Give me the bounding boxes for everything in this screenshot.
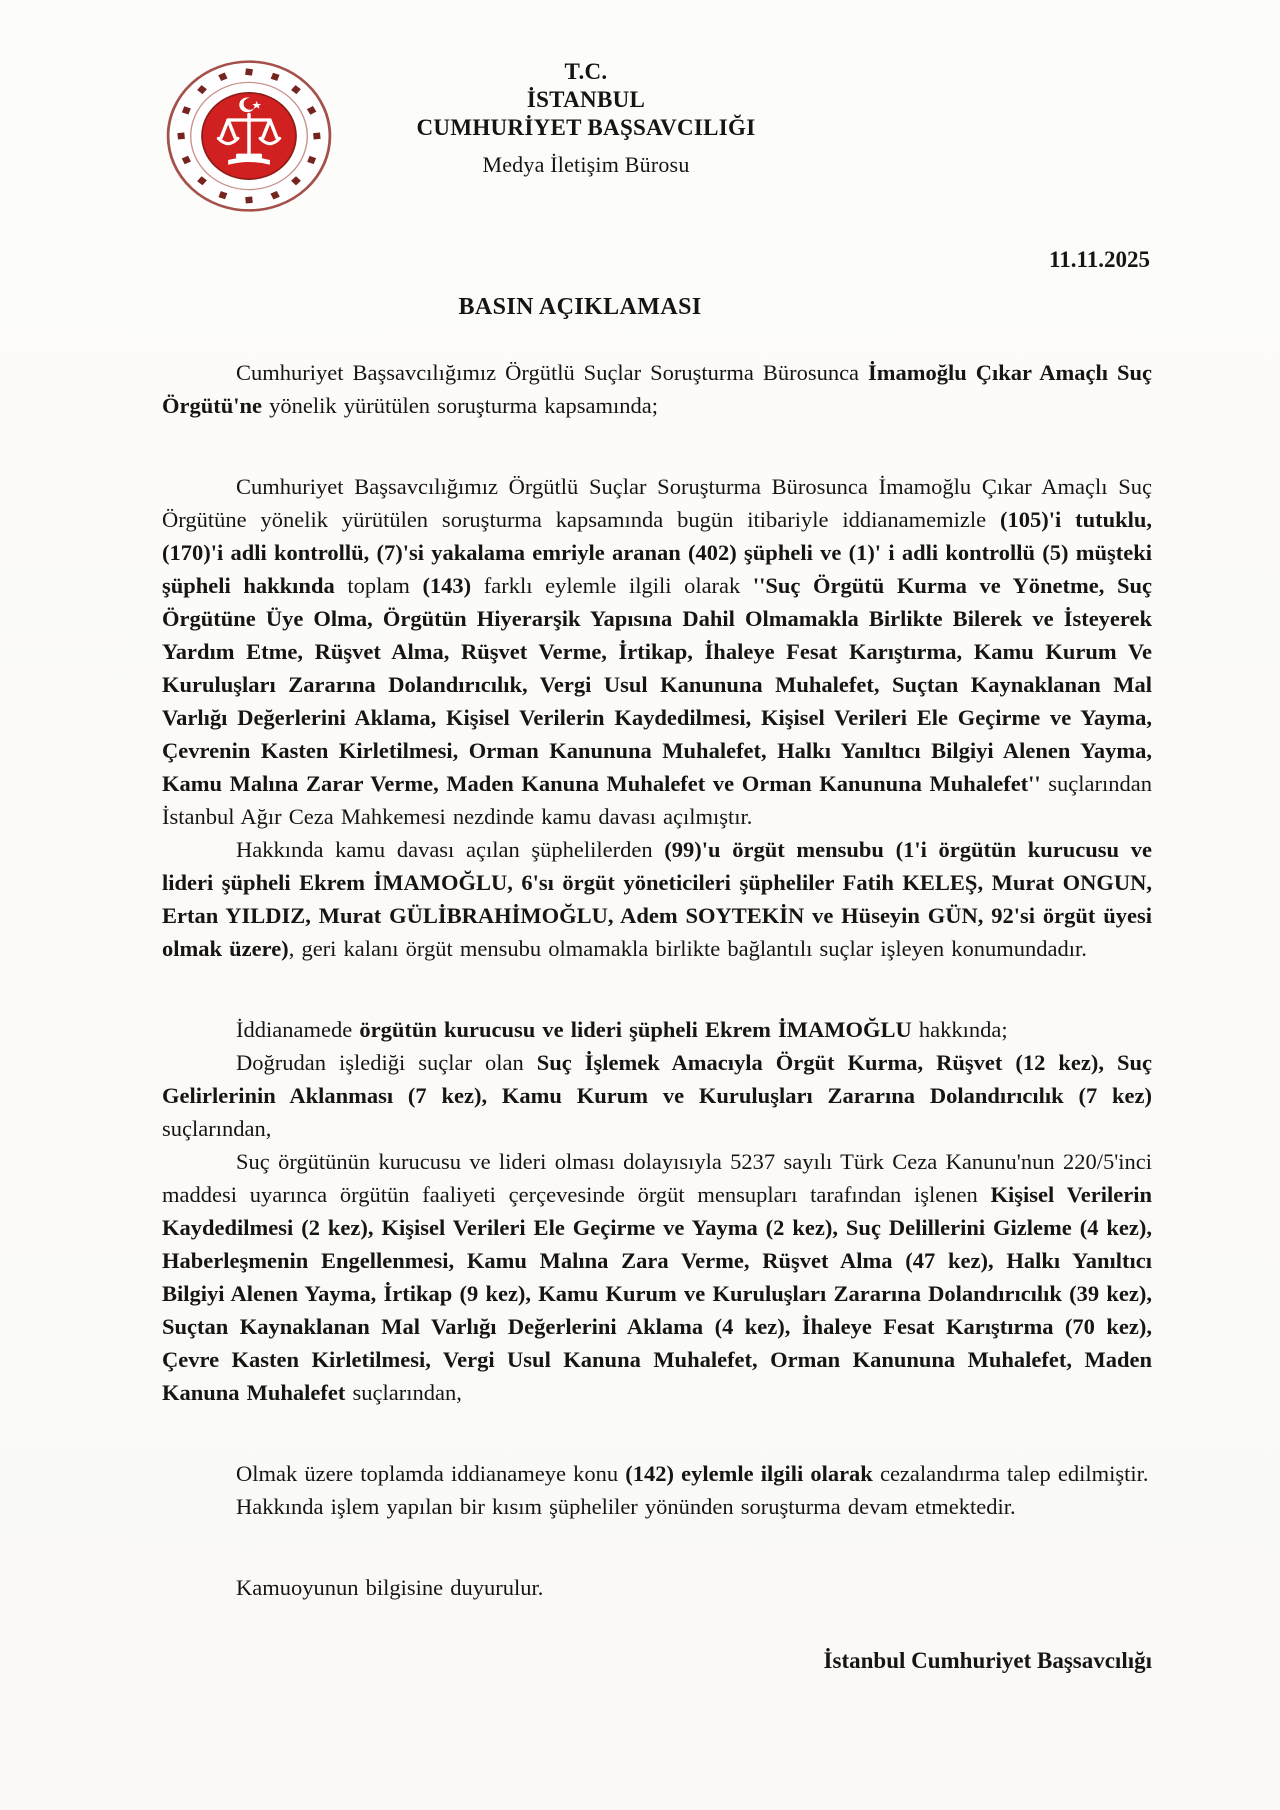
bold-text-run: (99)'u örgüt mensubu (1'i örgütün kurucusu ve lideri şüpheli Ekrem İMAMOĞLU, 6'sı örgüt yöneticileri şüpheliler Fatih KELEŞ, Murat ONGUN, Ertan YILDIZ, Murat GÜLİBRAHİMOĞLU, Adem SOYTEKİN ve Hüseyin GÜN, 92'si örgüt üyesi olmak üzere) xyxy=(162,837,1152,961)
paragraph xyxy=(162,1457,1152,1490)
bold-text-run: Kişisel Verilerin Kaydedilmesi (2 kez), Kişisel Verileri Ele Geçirme ve Yayma (2 kez), Suç Delillerini Gizleme (4 kez), Haberleşmenin Engellenmesi, Kamu Malına Zara Verme, Rüşvet Alma (47 kez), Halkı Yanıltıcı Bilgiyi Alenen Yayma, İrtikap (9 kez), Kamu Kurum ve Kuruluşları Zararına Dolandırıcılık (39 kez), Suçtan Kaynaklanan Mal Varlığı Değerlerini Aklama (4 kez), İhaleye Fesat Karıştırma (70 kez), Çevre Kasten Kirletilmesi, Vergi Usul Kanuna Muhalefet, Orman Kanununa Muhalefet, Maden Kanuna Muhalefet xyxy=(162,1182,1152,1405)
bold-text-run: (143) xyxy=(422,573,472,598)
paragraph xyxy=(162,833,1152,965)
header-tc: T.C. xyxy=(564,59,608,84)
text-run: Hakkında kamu davası açılan şüphelilerden xyxy=(236,837,665,862)
bold-text-run: ''Suç Örgütü Kurma ve Yönetme, Suç Örgütüne Üye Olma, Örgütün Hiyerarşik Yapısına Dahil Olmamakla Birlikte Bilerek ve İsteyerek Yardım Etme, Rüşvet Alma, Rüşvet Verme, İrtikap, İhaleye Fesat Karıştırma, Kamu Kurum Ve Kuruluşları Zararına Dolandırıcılık, Vergi Usul Kanununa Muhalefet, Suçtan Kaynaklanan Mal Varlığı Değerlerini Aklama, Kişisel Verilerin Kaydedilmesi, Kişisel Verileri Ele Geçirme ve Yayma, Çevrenin Kasten Kirletilmesi, Orman Kanununa Muhalefet, Halkı Yanıltıcı Bilgiyi Alenen Yayma, Kamu Malına Zarar Verme, Maden Kanuna Muhalefet ve Orman Kanununa Muhalefet'' xyxy=(162,573,1152,796)
header-office: CUMHURİYET BAŞSAVCILIĞI xyxy=(416,115,756,140)
paragraph xyxy=(162,470,1152,833)
text-run: Olmak üzere toplamda iddianameye konu xyxy=(236,1461,626,1486)
text-run: Cumhuriyet Başsavcılığımız Örgütlü Suçlar Soruşturma Bürosunca xyxy=(236,360,869,385)
signature-line: İstanbul Cumhuriyet Başsavcılığı xyxy=(823,1648,1152,1673)
paragraph xyxy=(162,1145,1152,1409)
text-run: toplam xyxy=(334,573,423,598)
bold-text-run: (105)'i tutuklu, (170)'i adli kontrollü, (7)'si yakalama emriyle aranan (402) şüpheli ve (1)' i adli kontrollü (5) müşteki şüpheli hakkında xyxy=(162,507,1152,598)
text-run: suçlarından, xyxy=(345,1380,462,1405)
text-run: farklı eylemle ilgili olarak xyxy=(471,573,753,598)
text-run: Cumhuriyet Başsavcılığımız Örgütlü Suçlar Soruşturma Bürosunca İmamoğlu Çıkar Amaçlı Suç Örgütüne yönelik yürütülen soruşturma kapsamında bugün itibariyle iddianamemizle xyxy=(162,474,1152,532)
prosecutor-office-logo xyxy=(162,56,336,216)
document-date: 11.11.2025 xyxy=(1049,247,1150,272)
document-body xyxy=(0,321,1280,1604)
paragraph xyxy=(162,1013,1152,1046)
text-run: suçlarından, xyxy=(162,1116,272,1141)
paragraph xyxy=(162,1490,1152,1523)
paragraph xyxy=(162,1046,1152,1145)
text-run: Doğrudan işlediği suçlar olan xyxy=(236,1050,537,1075)
paragraph xyxy=(162,356,1152,422)
bold-text-run: İmamoğlu Çıkar Amaçlı Suç Örgütü'ne xyxy=(162,360,1152,418)
scales-of-justice-emblem-icon xyxy=(162,56,336,216)
header-bureau: Medya İletişim Bürosu xyxy=(482,152,690,177)
bold-text-run: (142) eylemle ilgili olarak xyxy=(625,1461,873,1486)
text-run: Hakkında işlem yapılan bir kısım şüpheliler yönünden soruşturma devam etmektedir. xyxy=(236,1494,1016,1519)
text-run: cezalandırma talep edilmiştir. xyxy=(872,1461,1149,1486)
text-run: yönelik yürütülen soruşturma kapsamında; xyxy=(262,393,658,418)
text-run: , geri kalanı örgüt mensubu olmamakla birlikte bağlantılı suçlar işleyen konumundadır. xyxy=(288,936,1087,961)
text-run: Suç örgütünün kurucusu ve lideri olması dolayısıyla 5237 sayılı Türk Ceza Kanunu'nun 220/5'inci maddesi uyarınca örgütün faaliyeti çerçevesinde örgüt mensupları tarafından işlenen xyxy=(162,1149,1152,1207)
text-run: suçlarından İstanbul Ağır Ceza Mahkemesi nezdinde kamu davası açılmıştır. xyxy=(162,771,1152,829)
text-run: Kamuoyunun bilgisine duyurulur. xyxy=(236,1575,544,1600)
text-run: hakkında; xyxy=(911,1017,1008,1042)
document-title: BASIN AÇIKLAMASI xyxy=(458,294,702,320)
text-run: İddianamede xyxy=(236,1017,360,1042)
paragraph xyxy=(162,1571,1152,1604)
bold-text-run: Suç İşlemek Amacıyla Örgüt Kurma, Rüşvet (12 kez), Suç Gelirlerinin Aklanması (7 kez), Kamu Kurum ve Kuruluşları Zararına Dolandırıcılık (7 kez) xyxy=(162,1050,1152,1108)
header-city: İSTANBUL xyxy=(526,87,646,112)
document-header xyxy=(0,0,1280,179)
bold-text-run: örgütün kurucusu ve lideri şüpheli Ekrem İMAMOĞLU xyxy=(359,1017,912,1042)
